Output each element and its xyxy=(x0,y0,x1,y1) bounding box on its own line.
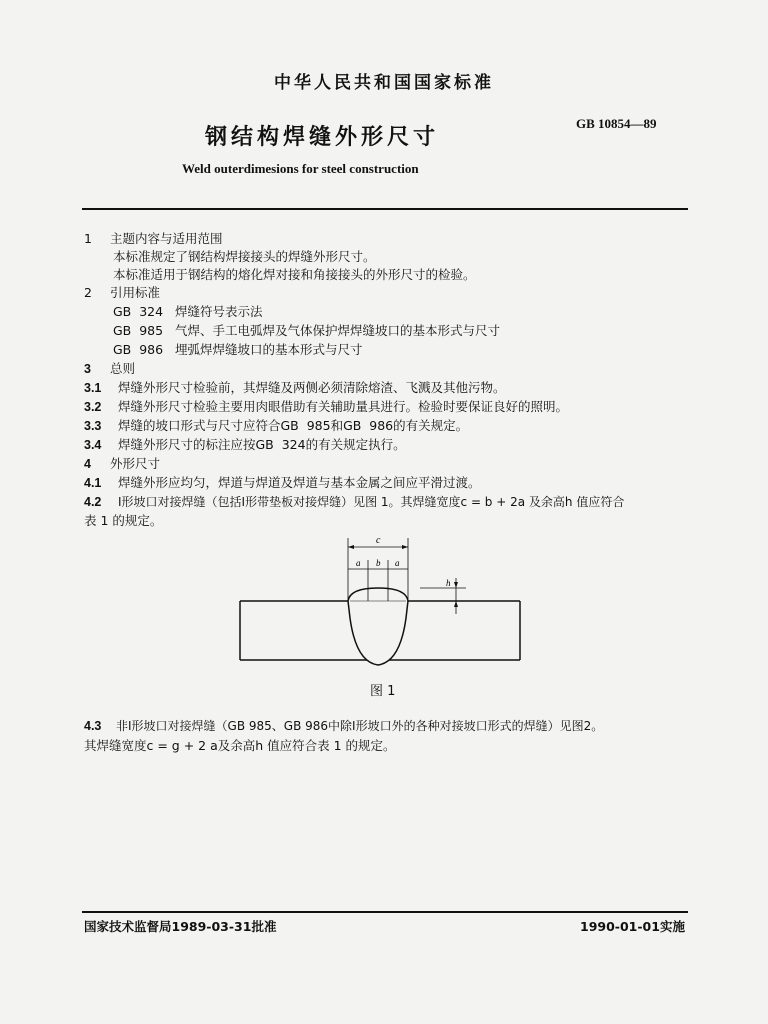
section-num-4: 4 xyxy=(84,457,91,471)
reference-standard: GB 985 气焊、手工电弧焊及气体保护焊焊缝坡口的基本形式与尺寸 xyxy=(113,323,500,338)
bottom-divider xyxy=(82,911,688,913)
section-num-3: 3 xyxy=(84,362,91,376)
clause-text: 焊缝外形应均匀，焊道与焊道及焊道与基本金属之间应平滑过渡。 xyxy=(118,475,481,490)
weld-bead xyxy=(348,588,408,665)
label-a-left: a xyxy=(356,558,361,568)
section-num-2: 2 xyxy=(84,285,92,300)
label-a-right: a xyxy=(395,558,400,568)
clause-text: 非Ⅰ形坡口对接焊缝（GB 985、GB 986中除Ⅰ形坡口外的各种对接坡口形式的焊缝）见图2。 xyxy=(116,719,604,733)
clause-text: 焊缝外形尺寸的标注应按GB 324的有关规定执行。 xyxy=(118,437,406,452)
figure-1-caption: 图 1 xyxy=(370,684,396,699)
clause-num: 4.2 xyxy=(84,495,102,509)
paragraph-line: 本标准规定了钢结构焊接接头的焊缝外形尺寸。 xyxy=(113,249,376,264)
figure-1-weld-diagram xyxy=(230,530,530,675)
label-h: h xyxy=(446,578,451,588)
clause-num: 4.1 xyxy=(84,476,102,490)
implementation-date: 1990-01-01实施 xyxy=(580,919,685,934)
standard-code: GB 10854—89 xyxy=(576,116,657,131)
clause-text-cont: 其焊缝宽度c = g + 2 a及余高h 值应符合表 1 的规定。 xyxy=(84,738,396,753)
clause-text-cont: 表 1 的规定。 xyxy=(84,513,163,528)
clause-text: 焊缝的坡口形式与尺寸应符合GB 985和GB 986的有关规定。 xyxy=(118,418,469,433)
reference-standard: GB 324 焊缝符号表示法 xyxy=(113,304,263,319)
clause-num: 3.1 xyxy=(84,381,102,395)
label-b: b xyxy=(376,558,381,568)
section-num-1: 1 xyxy=(84,231,92,246)
paragraph-line: 本标准适用于钢结构的熔化焊对接和角接接头的外形尺寸的检验。 xyxy=(113,267,476,282)
clause-text: 焊缝外形尺寸检验前，其焊缝及两侧必须清除熔渣、飞溅及其他污物。 xyxy=(118,380,506,395)
document-title-cn: 钢结构焊缝外形尺寸 xyxy=(205,125,440,150)
label-c: c xyxy=(376,535,381,546)
section-heading-4: 外形尺寸 xyxy=(110,456,161,471)
section-heading-3: 总则 xyxy=(110,361,136,376)
clause-num: 3.2 xyxy=(84,400,102,414)
approval-date: 国家技术监督局1989-03-31批准 xyxy=(84,919,277,934)
standard-type-header: 中华人民共和国国家标准 xyxy=(274,73,494,93)
clause-num: 4.3 xyxy=(84,719,102,733)
top-divider xyxy=(82,208,688,210)
section-heading-1: 主题内容与适用范围 xyxy=(110,231,223,246)
clause-num: 3.4 xyxy=(84,438,102,452)
reference-standard: GB 986 埋弧焊焊缝坡口的基本形式与尺寸 xyxy=(113,342,363,357)
section-heading-2: 引用标准 xyxy=(110,285,161,300)
clause-text: Ⅰ形坡口对接焊缝（包括Ⅰ形带垫板对接焊缝）见图 1。其焊缝宽度c = b + 2a 及余高h 值应符合 xyxy=(118,495,625,509)
document-title-en: Weld outerdimesions for steel construction xyxy=(182,161,419,176)
clause-num: 3.3 xyxy=(84,419,102,433)
clause-text: 焊缝外形尺寸检验主要用肉眼借助有关辅助量具进行。检验时要保证良好的照明。 xyxy=(118,399,569,414)
